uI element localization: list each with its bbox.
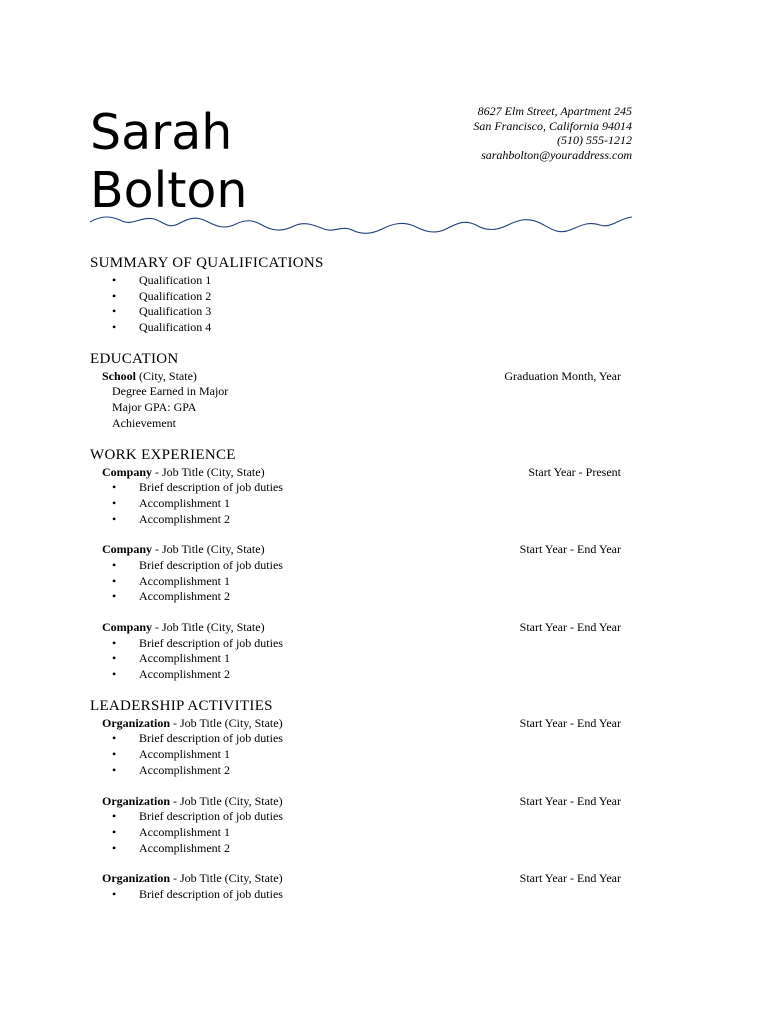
work-entry-row bbox=[90, 465, 622, 481]
list-item bbox=[90, 574, 622, 590]
bullet-icon: • bbox=[112, 511, 117, 526]
bullet-icon: • bbox=[112, 495, 117, 510]
bullet-icon: • bbox=[112, 273, 117, 287]
entry-org: Organization bbox=[102, 715, 170, 730]
list-item bbox=[90, 887, 622, 903]
list-item-text: Accomplishment 2 bbox=[139, 762, 230, 777]
entry-title: - Job Title (City, State) bbox=[152, 620, 265, 634]
school-heading bbox=[102, 369, 197, 385]
list-item-text: Accomplishment 1 bbox=[139, 651, 230, 666]
entry-heading bbox=[102, 794, 283, 810]
section-title-education: EDUCATION bbox=[90, 350, 179, 367]
list-item bbox=[90, 747, 622, 763]
bullet-icon: • bbox=[112, 747, 117, 762]
list-item bbox=[90, 512, 622, 528]
work-entry-list bbox=[90, 480, 622, 527]
bullet-icon: • bbox=[112, 573, 117, 588]
bullet-icon: • bbox=[112, 762, 117, 777]
list-item-text: Qualification 1 bbox=[139, 273, 212, 287]
work-entry-list bbox=[90, 636, 622, 683]
list-item bbox=[90, 304, 622, 320]
entry-title: - Job Title (City, State) bbox=[152, 542, 265, 557]
list-item bbox=[90, 809, 622, 825]
list-item-text: Qualification 4 bbox=[139, 320, 212, 335]
list-item bbox=[90, 320, 622, 336]
first-name: Sarah bbox=[90, 104, 233, 161]
entry-heading bbox=[102, 620, 265, 636]
entry-org: Company bbox=[102, 620, 153, 634]
list-item bbox=[90, 667, 622, 683]
leadership-entry-row bbox=[90, 716, 622, 732]
leadership-entry-list bbox=[90, 731, 622, 778]
bullet-icon: • bbox=[112, 824, 117, 839]
list-item bbox=[90, 558, 622, 574]
bullet-icon: • bbox=[112, 320, 117, 335]
entry-title: - Job Title (City, State) bbox=[152, 464, 265, 479]
contact-block bbox=[473, 104, 632, 162]
entry-title: - Job Title (City, State) bbox=[170, 871, 283, 886]
list-item bbox=[90, 589, 622, 605]
leadership-entry-row bbox=[90, 794, 622, 810]
list-item-text: Accomplishment 1 bbox=[139, 747, 230, 762]
graduation-date: Graduation Month, Year bbox=[504, 368, 621, 383]
bullet-icon: • bbox=[112, 589, 117, 604]
entry-org: Company bbox=[102, 542, 153, 557]
list-item bbox=[90, 273, 622, 289]
entry-heading bbox=[102, 871, 283, 887]
list-item bbox=[90, 651, 622, 667]
leadership-entry-list bbox=[90, 887, 622, 903]
entry-dates: Start Year - Present bbox=[528, 464, 621, 479]
work-entry-row bbox=[90, 620, 622, 636]
list-item bbox=[90, 636, 622, 652]
entry-dates: Start Year - End Year bbox=[519, 793, 621, 808]
list-item-text: Brief description of job duties bbox=[139, 886, 283, 901]
qualifications-list bbox=[90, 273, 622, 336]
entry-org: Organization bbox=[102, 793, 170, 808]
list-item bbox=[90, 480, 622, 496]
bullet-icon: • bbox=[112, 635, 117, 650]
section-title-leadership: LEADERSHIP ACTIVITIES bbox=[90, 697, 273, 714]
email: sarahbolton@youraddress.com bbox=[481, 147, 632, 162]
list-item bbox=[90, 841, 622, 857]
bullet-icon: • bbox=[112, 651, 117, 666]
bullet-icon: • bbox=[112, 840, 117, 855]
list-item-text: Brief description of job duties bbox=[139, 809, 283, 824]
entry-heading bbox=[102, 465, 265, 481]
bullet-icon: • bbox=[112, 304, 117, 319]
bullet-icon: • bbox=[112, 731, 117, 746]
list-item bbox=[90, 825, 622, 841]
address-line1: 8627 Elm Street, Apartment 245 bbox=[477, 104, 632, 118]
entry-org: Company bbox=[102, 464, 153, 479]
section-title-summary: SUMMARY OF QUALIFICATIONS bbox=[90, 255, 324, 271]
entry-dates: Start Year - End Year bbox=[519, 715, 621, 730]
entry-dates: Start Year - End Year bbox=[519, 542, 621, 557]
bullet-icon: • bbox=[112, 480, 117, 495]
list-item bbox=[90, 731, 622, 747]
entry-heading bbox=[102, 542, 265, 558]
list-item-text: Accomplishment 1 bbox=[139, 824, 230, 839]
bullet-icon: • bbox=[112, 557, 117, 572]
list-item-text: Accomplishment 2 bbox=[139, 667, 230, 682]
bullet-icon: • bbox=[112, 886, 117, 901]
entry-title: - Job Title (City, State) bbox=[170, 793, 283, 808]
section-title-work: WORK EXPERIENCE bbox=[90, 446, 236, 463]
leadership-entry-list bbox=[90, 809, 622, 856]
wavy-divider bbox=[90, 213, 632, 239]
school-location: (City, State) bbox=[136, 368, 197, 383]
resume-body bbox=[90, 254, 622, 903]
list-item-text: Brief description of job duties bbox=[139, 480, 283, 495]
entry-title: - Job Title (City, State) bbox=[170, 715, 283, 730]
last-name: Bolton bbox=[90, 162, 248, 219]
work-entry-row bbox=[90, 542, 622, 558]
list-item-text: Qualification 3 bbox=[139, 304, 212, 319]
resume-name bbox=[90, 104, 247, 220]
gpa: Major GPA: GPA bbox=[112, 400, 197, 415]
list-item-text: Accomplishment 1 bbox=[139, 573, 230, 588]
leadership-entry-row bbox=[90, 871, 622, 887]
address-line2: San Francisco, California 94014 bbox=[473, 118, 632, 133]
entry-heading bbox=[102, 716, 283, 732]
list-item-text: Accomplishment 1 bbox=[139, 495, 230, 510]
list-item-text: Accomplishment 2 bbox=[139, 511, 230, 526]
bullet-icon: • bbox=[112, 809, 117, 824]
wavy-divider-line bbox=[90, 217, 632, 233]
degree: Degree Earned in Major bbox=[112, 384, 229, 399]
work-entry-list bbox=[90, 558, 622, 605]
phone: (510) 555-1212 bbox=[557, 133, 632, 148]
list-item bbox=[90, 289, 622, 305]
entry-dates: Start Year - End Year bbox=[519, 871, 621, 886]
education-row bbox=[90, 369, 622, 385]
entry-dates: Start Year - End Year bbox=[519, 620, 621, 634]
entry-org: Organization bbox=[102, 871, 170, 886]
list-item-text: Brief description of job duties bbox=[139, 557, 283, 572]
school-name: School bbox=[102, 368, 137, 383]
list-item bbox=[90, 496, 622, 512]
list-item-text: Qualification 2 bbox=[139, 288, 212, 303]
achievement: Achievement bbox=[112, 415, 176, 430]
bullet-icon: • bbox=[112, 288, 117, 303]
list-item-text: Accomplishment 2 bbox=[139, 589, 230, 604]
bullet-icon: • bbox=[112, 667, 117, 682]
list-item-text: Brief description of job duties bbox=[139, 731, 283, 746]
list-item-text: Accomplishment 2 bbox=[139, 840, 230, 855]
list-item-text: Brief description of job duties bbox=[139, 635, 283, 650]
list-item bbox=[90, 763, 622, 779]
